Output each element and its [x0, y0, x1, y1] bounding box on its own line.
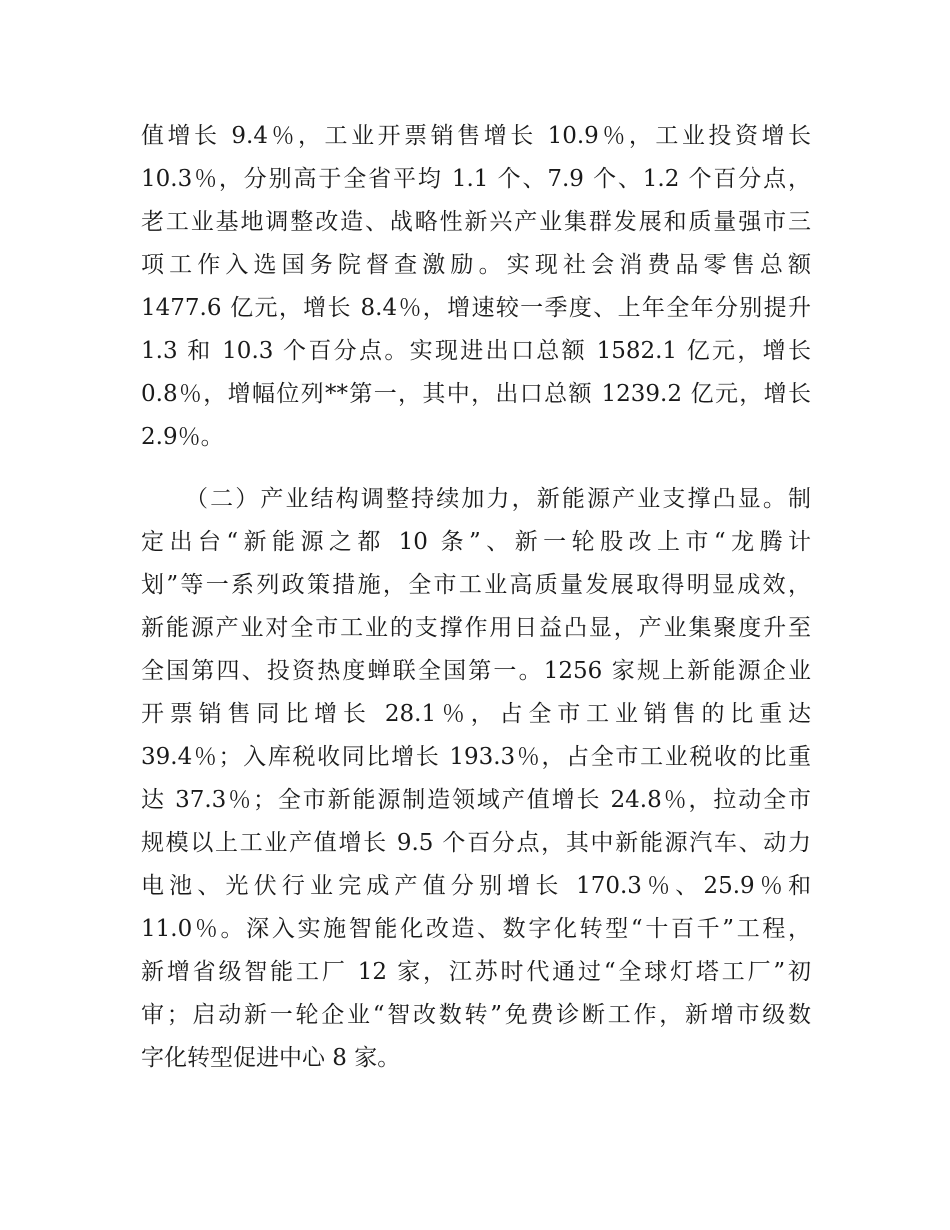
paragraph-1: [141, 115, 811, 459]
paragraph-2: [141, 478, 811, 1080]
text-line: 电池、光伏行业完成产值分别增长 170.3％、25.9％和: [141, 873, 811, 899]
section-heading-line: （二）产业结构调整持续加力，新能源产业支撑凸显。制: [185, 486, 811, 512]
text-line: 39.4％；入库税收同比增长 193.3％，占全市工业税收的比重: [141, 744, 811, 770]
text-line: 11.0％。深入实施智能化改造、数字化转型“十百千”工程，: [141, 916, 811, 942]
text-line: 新能源产业对全市工业的支撑作用日益凸显，产业集聚度升至: [141, 615, 811, 641]
text-line: 新增省级智能工厂 12 家，江苏时代通过“全球灯塔工厂”初: [141, 959, 811, 985]
text-line: 1.3 和 10.3 个百分点。实现进出口总额 1582.1 亿元，增长: [141, 338, 811, 364]
text-line: 达 37.3％；全市新能源制造领域产值增长 24.8％，拉动全市: [141, 787, 811, 813]
text-line: 规模以上工业产值增长 9.5 个百分点，其中新能源汽车、动力: [141, 830, 811, 856]
text-line: 老工业基地调整改造、战略性新兴产业集群发展和质量强市三: [141, 209, 811, 235]
text-line: 1477.6 亿元，增长 8.4％，增速较一季度、上年全年分别提升: [141, 295, 811, 321]
text-line: 字化转型促进中心 8 家。: [141, 1045, 401, 1071]
text-line: 项工作入选国务院督查激励。实现社会消费品零售总额: [141, 252, 811, 278]
text-line: 定出台“新能源之都 10 条”、新一轮股改上市“龙腾计: [141, 529, 811, 555]
text-line: 审；启动新一轮企业“智改数转”免费诊断工作，新增市级数: [141, 1002, 811, 1028]
text-line: 10.3％，分别高于全省平均 1.1 个、7.9 个、1.2 个百分点，: [141, 166, 811, 192]
text-line: 0.8％，增幅位列**第一，其中，出口总额 1239.2 亿元，增长: [141, 381, 811, 407]
text-line: 值增长 9.4％，工业开票销售增长 10.9％，工业投资增长: [141, 123, 811, 149]
text-line: 划”等一系列政策措施，全市工业高质量发展取得明显成效，: [141, 572, 811, 598]
text-line: 开票销售同比增长 28.1％，占全市工业销售的比重达: [141, 701, 811, 727]
text-line: 全国第四、投资热度蝉联全国第一。1256 家规上新能源企业: [141, 658, 811, 684]
text-line: 2.9％。: [141, 424, 224, 450]
